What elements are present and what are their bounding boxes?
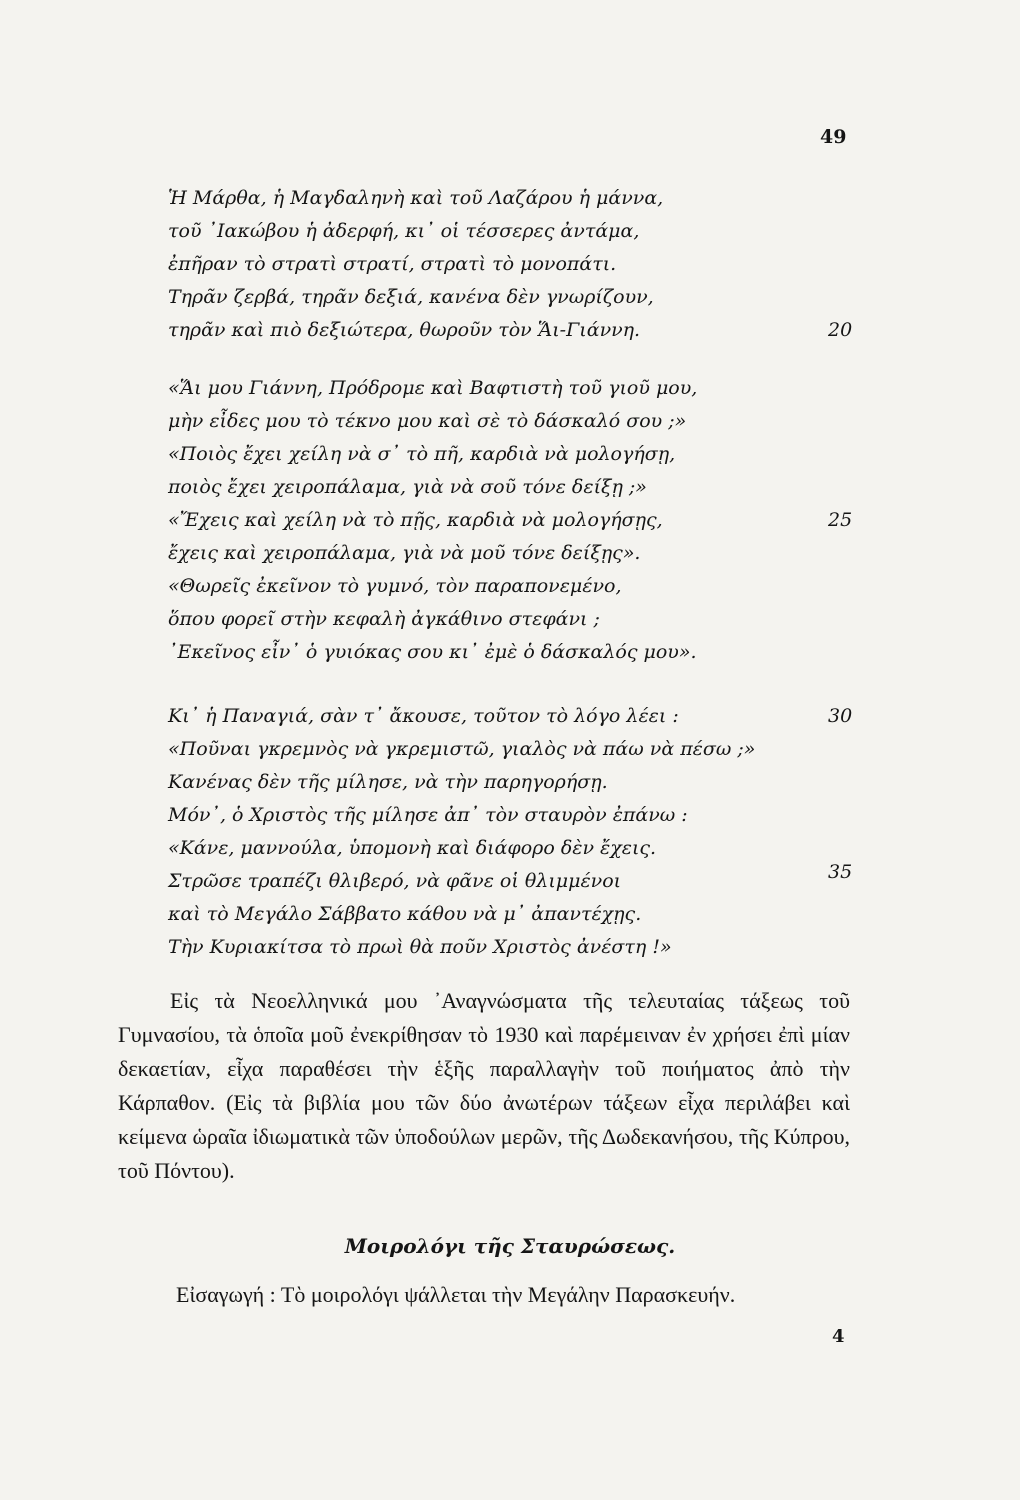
line-number: 35 — [828, 861, 853, 883]
line-number: 30 — [828, 705, 853, 727]
verse-line: ἐπῆραν τὸ στρατὶ στρατί, στρατὶ τὸ μονοπάτι. — [168, 253, 617, 275]
commentary-paragraph: Εἰς τὰ Νεοελληνικά μου ᾿Αναγνώσματα τῆς τελευταίας τάξεως τοῦ Γυμνασίου, τὰ ὁποῖα μοῦ ἐνεκρίθησαν τὸ 1930 καὶ παρέμειναν ἐν χρήσει ἐπὶ μίαν δεκαετίαν, εἶχα παραθέσει τὴν ἑξῆς παραλλαγὴν τοῦ ποιήματος ἀπὸ τὴν Κάρπαθον. (Εἰς τὰ βιβλία μου τῶν δύο ἀνωτέρων τάξεων εἶχα περιλάβει καὶ κείμενα ὡραῖα ἰδιωματικὰ τῶν ὑποδούλων μερῶν, τῆς Δωδεκανήσου, τῆς Κύπρου, τοῦ Πόντου). — [118, 988, 850, 1183]
verse-line: τοῦ ᾿Ιακώβου ἡ ἀδερφή, κι᾿ οἱ τέσσερες ἀντάμα, — [168, 220, 640, 242]
verse-line: «Θωρεῖς ἐκεῖνον τὸ γυμνό, τὸν παραπονεμένο, — [168, 575, 622, 597]
verse-line: «Ποῦναι γκρεμνὸς νὰ γκρεμιστῶ, γιαλὸς νὰ πάω νὰ πέσω ;» — [168, 738, 756, 760]
verse-line: Ἡ Μάρθα, ἡ Μαγδαληνὴ καὶ τοῦ Λαζάρου ἡ μάννα, — [168, 187, 664, 209]
verse-line: «Ἅι μου Γιάννη, Πρόδρομε καὶ Βαφτιστὴ τοῦ γιοῦ μου, — [168, 377, 698, 399]
verse-line: ποιὸς ἔχει χειροπάλαμα, γιὰ νὰ σοῦ τόνε δείξῃ ;» — [168, 476, 647, 498]
verse-line: «Ποιὸς ἔχει χείλη νὰ σ᾿ τὸ πῆ, καρδιὰ νὰ μολογήσῃ, — [168, 443, 676, 465]
section-title: Μοιρολόγι τῆς Σταυρώσεως. — [344, 1234, 676, 1258]
verse-line: καὶ τὸ Μεγάλο Σάββατο κάθου νὰ μ᾿ ἀπαντέχῃς. — [168, 903, 642, 925]
verse-line: ᾿Εκεῖνος εἶν᾿ ὁ γυιόκας σου κι᾿ ἐμὲ ὁ δάσκαλός μου». — [168, 641, 697, 663]
verse-line: ὅπου φορεῖ στὴν κεφαλὴ ἀγκάθινο στεφάνι ; — [168, 608, 600, 630]
verse-line: «Κάνε, μαννούλα, ὑπομονὴ καὶ διάφορο δὲν ἔχεις. — [168, 837, 657, 859]
verse-line: μὴν εἶδες μου τὸ τέκνο μου καὶ σὲ τὸ δάσκαλό σου ;» — [168, 410, 687, 432]
verse-line: Τηρᾶν ζερβά, τηρᾶν δεξιά, κανένα δὲν γνωρίζουν, — [168, 286, 654, 308]
verse-line: Κι᾿ ἡ Παναγιά, σὰν τ᾿ ἄκουσε, τοῦτον τὸ λόγο λέει : — [168, 705, 679, 727]
stanza — [168, 182, 663, 347]
verse-line: «Ἔχεις καὶ χείλη νὰ τὸ πῇς, καρδιὰ νὰ μολογήσῃς, — [168, 509, 663, 531]
verse-line: Στρῶσε τραπέζι θλιβερό, νὰ φᾶνε οἱ θλιμμένοι — [168, 870, 622, 892]
verse-line: Μόν᾿, ὁ Χριστὸς τῆς μίλησε ἀπ᾿ τὸν σταυρὸν ἐπάνω : — [168, 804, 688, 826]
stanza — [168, 700, 755, 964]
verse-line: τηρᾶν καὶ πιὸ δεξιώτερα, θωροῦν τὸν Ἅι-Γιάννη. — [168, 319, 641, 341]
verse-line: ἔχεις καὶ χειροπάλαμα, γιὰ νὰ μοῦ τόνε δείξῃς». — [168, 542, 641, 564]
stanza — [168, 372, 697, 669]
introduction-line: Εἰσαγωγή : Τὸ μοιρολόγι ψάλλεται τὴν Μεγάλην Παρασκευήν. — [176, 1282, 736, 1307]
line-number: 25 — [828, 509, 853, 531]
line-number: 20 — [828, 319, 853, 341]
signature-mark: 4 — [832, 1326, 845, 1347]
page-number: 49 — [820, 126, 847, 148]
verse-line: Κανένας δὲν τῆς μίλησε, νὰ τὴν παρηγορήσῃ. — [168, 771, 608, 793]
verse-line: Τὴν Κυριακίτσα τὸ πρωὶ θὰ ποῦν Χριστὸς ἀνέστη !» — [168, 936, 672, 958]
